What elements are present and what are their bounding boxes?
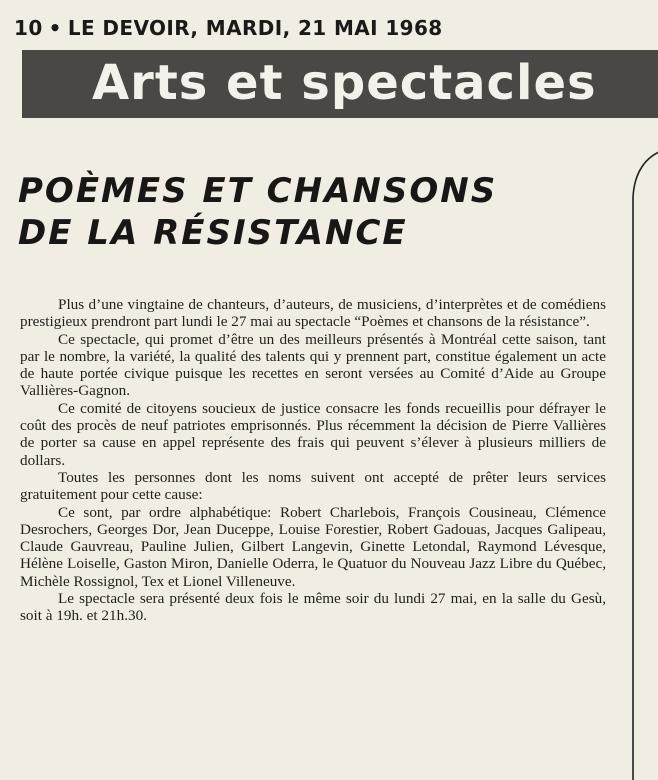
bullet-separator: • xyxy=(48,16,62,40)
publication-dateline: LE DEVOIR, MARDI, 21 MAI 1968 xyxy=(67,16,443,40)
article-paragraph-3: Ce comité de citoyens soucieux de justice consacre les fonds recueillis pour défrayer le coût des procès de neuf patriotes emprisonnés. Plus récemment la décision de Pierre Vallières de porter sa cause en appel représente des frais qui peuvent s’élever à plusieurs milliers de dollars. xyxy=(20,399,606,469)
masthead xyxy=(14,16,443,40)
article-headline xyxy=(18,170,497,254)
article-paragraph-4: Toutes les personnes dont les noms suivent ont accepté de prêter leurs services gratuitement pour cette cause: xyxy=(20,468,606,504)
section-banner xyxy=(22,50,658,118)
article-paragraph-1: Plus d’une vingtaine de chanteurs, d’auteurs, de musiciens, d’interprètes et de comédiens prestigieux prendront part lundi le 27 mai au spectacle “Poèmes et chansons de la résistance”. xyxy=(20,296,606,331)
article-paragraph-6: Le spectacle sera présenté deux fois le même soir du lundi 27 mai, en la salle du Gesù, soit à 19h. et 21h.30. xyxy=(20,590,606,625)
headline-line-2: DE LA RÉSISTANCE xyxy=(18,213,408,253)
page-number: 10 xyxy=(14,16,43,40)
headline-line-1: POÈMES ET CHANSONS xyxy=(18,171,498,211)
column-border-rule xyxy=(628,150,658,780)
article-body xyxy=(20,296,606,625)
section-title: Arts et spectacles xyxy=(92,55,597,111)
article-paragraph-2: Ce spectacle, qui promet d’être un des meilleurs présentés à Montréal cette saison, tant par le nombre, la variété, la qualité des talents qui y prennent part, constitue également un acte de haute portée civique puisque les recettes en seront versées au Comité d’Aide au Groupe Vallières-Gagnon. xyxy=(20,330,606,400)
article-paragraph-5: Ce sont, par ordre alphabétique: Robert Charlebois, François Cousineau, Clémence Desrochers, Georges Dor, Jean Duceppe, Louise Forestier, Robert Gadouas, Jacques Galipeau, Claude Gauvreau, Pauline Julien, Gilbert Langevin, Ginette Letondal, Raymond Lévesque, Hélène Loiselle, Gaston Miron, Danielle Oderra, le Quatuor du Nouveau Jazz Libre du Québec, Michèle Rossignol, Tex et Lionel Villeneuve. xyxy=(20,503,606,590)
